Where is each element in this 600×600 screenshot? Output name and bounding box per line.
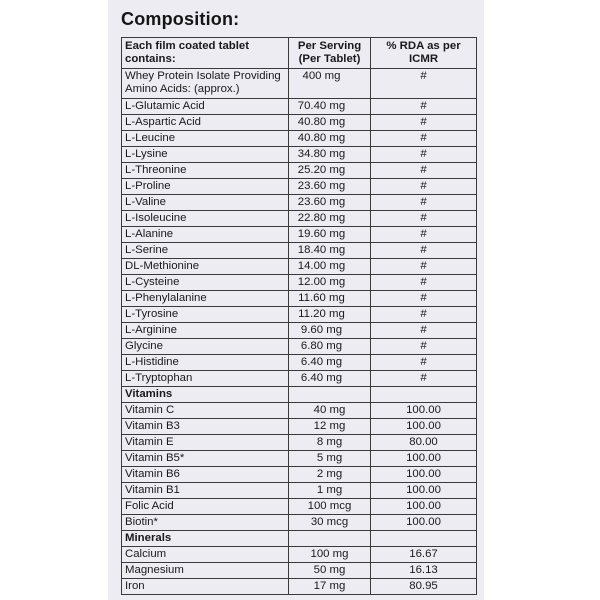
ingredient-name: L-Glutamic Acid (122, 99, 289, 115)
table-row (122, 211, 477, 227)
table-row (122, 323, 477, 339)
ingredient-rda: # (371, 115, 477, 131)
ingredient-name: L-Cysteine (122, 275, 289, 291)
ingredient-rda: # (371, 163, 477, 179)
ingredient-name: L-Histidine (122, 355, 289, 371)
ingredient-rda: # (371, 339, 477, 355)
ingredient-rda: # (371, 131, 477, 147)
ingredient-rda: # (371, 275, 477, 291)
ingredient-name: Calcium (122, 547, 289, 563)
table-row (122, 435, 477, 451)
ingredient-amount: 8 mg (289, 435, 371, 451)
ingredient-amount: 9.60 mg (289, 323, 371, 339)
ingredient-rda: 80.95 (371, 579, 477, 595)
ingredient-rda: 100.00 (371, 467, 477, 483)
header-per-serving: Per Serving (Per Tablet) (289, 38, 371, 69)
empty-cell (289, 387, 371, 403)
ingredient-rda: 16.13 (371, 563, 477, 579)
ingredient-name: L-Proline (122, 179, 289, 195)
ingredient-rda: # (371, 243, 477, 259)
header-rda: % RDA as per ICMR (371, 38, 477, 69)
table-row (122, 115, 477, 131)
ingredient-name: L-Arginine (122, 323, 289, 339)
ingredient-name: Folic Acid (122, 499, 289, 515)
ingredient-amount: 22.80 mg (289, 211, 371, 227)
table-row (122, 355, 477, 371)
table-row (122, 131, 477, 147)
ingredient-rda: 100.00 (371, 515, 477, 531)
ingredient-name: L-Valine (122, 195, 289, 211)
table-header-row (122, 38, 477, 69)
section-label: Minerals (122, 531, 289, 547)
ingredient-rda: # (371, 323, 477, 339)
table-row (122, 163, 477, 179)
ingredient-amount: 70.40 mg (289, 99, 371, 115)
ingredient-rda: 100.00 (371, 499, 477, 515)
ingredient-amount: 40.80 mg (289, 115, 371, 131)
ingredient-amount: 30 mcg (289, 515, 371, 531)
ingredient-amount: 100 mcg (289, 499, 371, 515)
ingredient-name: L-Tyrosine (122, 307, 289, 323)
table-row (122, 563, 477, 579)
table-row (122, 483, 477, 499)
ingredient-amount: 25.20 mg (289, 163, 371, 179)
ingredient-amount: 18.40 mg (289, 243, 371, 259)
ingredient-amount: 19.60 mg (289, 227, 371, 243)
ingredient-name: Iron (122, 579, 289, 595)
ingredient-rda: # (371, 259, 477, 275)
ingredient-rda: # (371, 211, 477, 227)
ingredient-name: Biotin* (122, 515, 289, 531)
table-row (122, 99, 477, 115)
ingredient-amount: 400 mg (289, 69, 371, 99)
ingredient-name: Glycine (122, 339, 289, 355)
ingredient-name: Vitamin C (122, 403, 289, 419)
ingredient-rda: # (371, 355, 477, 371)
ingredient-amount: 17 mg (289, 579, 371, 595)
section-label: Vitamins (122, 387, 289, 403)
empty-cell (371, 531, 477, 547)
table-row (122, 339, 477, 355)
composition-title: Composition: (121, 9, 240, 29)
ingredient-rda: # (371, 307, 477, 323)
ingredient-name: Vitamin B1 (122, 483, 289, 499)
ingredient-name: L-Lysine (122, 147, 289, 163)
table-row (122, 243, 477, 259)
ingredient-rda: # (371, 147, 477, 163)
ingredient-name: L-Isoleucine (122, 211, 289, 227)
ingredient-rda: # (371, 371, 477, 387)
ingredient-name: Vitamin B5* (122, 451, 289, 467)
ingredient-amount: 14.00 mg (289, 259, 371, 275)
composition-table (121, 37, 477, 595)
ingredient-name: L-Threonine (122, 163, 289, 179)
ingredient-rda: 100.00 (371, 403, 477, 419)
ingredient-amount: 11.20 mg (289, 307, 371, 323)
ingredient-amount: 6.40 mg (289, 371, 371, 387)
ingredient-rda: 80.00 (371, 435, 477, 451)
ingredient-rda: # (371, 195, 477, 211)
table-row (122, 467, 477, 483)
ingredient-amount: 100 mg (289, 547, 371, 563)
ingredient-amount: 2 mg (289, 467, 371, 483)
ingredient-name: L-Tryptophan (122, 371, 289, 387)
table-row (122, 147, 477, 163)
ingredient-amount: 40.80 mg (289, 131, 371, 147)
table-row (122, 307, 477, 323)
ingredient-rda: # (371, 69, 477, 99)
empty-cell (371, 387, 477, 403)
ingredient-rda: 100.00 (371, 483, 477, 499)
ingredient-name: L-Serine (122, 243, 289, 259)
ingredient-amount: 6.80 mg (289, 339, 371, 355)
ingredient-name: Vitamin E (122, 435, 289, 451)
ingredient-rda: # (371, 99, 477, 115)
ingredient-name: DL-Methionine (122, 259, 289, 275)
ingredient-amount: 1 mg (289, 483, 371, 499)
table-row (122, 515, 477, 531)
ingredient-amount: 40 mg (289, 403, 371, 419)
table-row (122, 259, 477, 275)
ingredient-name: L-Aspartic Acid (122, 115, 289, 131)
table-row (122, 579, 477, 595)
table-row (122, 291, 477, 307)
ingredient-name: Vitamin B3 (122, 419, 289, 435)
table-row (122, 275, 477, 291)
table-row (122, 371, 477, 387)
ingredient-rda: 100.00 (371, 451, 477, 467)
ingredient-amount: 50 mg (289, 563, 371, 579)
empty-cell (289, 531, 371, 547)
whey-row (122, 69, 477, 99)
ingredient-name: Magnesium (122, 563, 289, 579)
table-row (122, 179, 477, 195)
ingredient-rda: # (371, 179, 477, 195)
ingredient-rda: 100.00 (371, 419, 477, 435)
table-row (122, 547, 477, 563)
table-row (122, 419, 477, 435)
ingredient-amount: 23.60 mg (289, 179, 371, 195)
ingredient-rda: # (371, 227, 477, 243)
table-row (122, 403, 477, 419)
ingredient-amount: 6.40 mg (289, 355, 371, 371)
table-row (122, 227, 477, 243)
ingredient-amount: 34.80 mg (289, 147, 371, 163)
ingredient-name: L-Phenylalanine (122, 291, 289, 307)
ingredient-name: L-Leucine (122, 131, 289, 147)
ingredient-rda: # (371, 291, 477, 307)
ingredient-name: Whey Protein Isolate Providing Amino Acids: (approx.) (122, 69, 289, 99)
vitamins-section-row (122, 387, 477, 403)
ingredient-amount: 12.00 mg (289, 275, 371, 291)
ingredient-rda: 16.67 (371, 547, 477, 563)
minerals-section-row (122, 531, 477, 547)
ingredient-name: L-Alanine (122, 227, 289, 243)
ingredient-amount: 5 mg (289, 451, 371, 467)
ingredient-amount: 23.60 mg (289, 195, 371, 211)
table-row (122, 451, 477, 467)
header-ingredient: Each film coated tablet contains: (122, 38, 289, 69)
table-row (122, 195, 477, 211)
ingredient-amount: 11.60 mg (289, 291, 371, 307)
ingredient-amount: 12 mg (289, 419, 371, 435)
ingredient-name: Vitamin B6 (122, 467, 289, 483)
table-row (122, 499, 477, 515)
